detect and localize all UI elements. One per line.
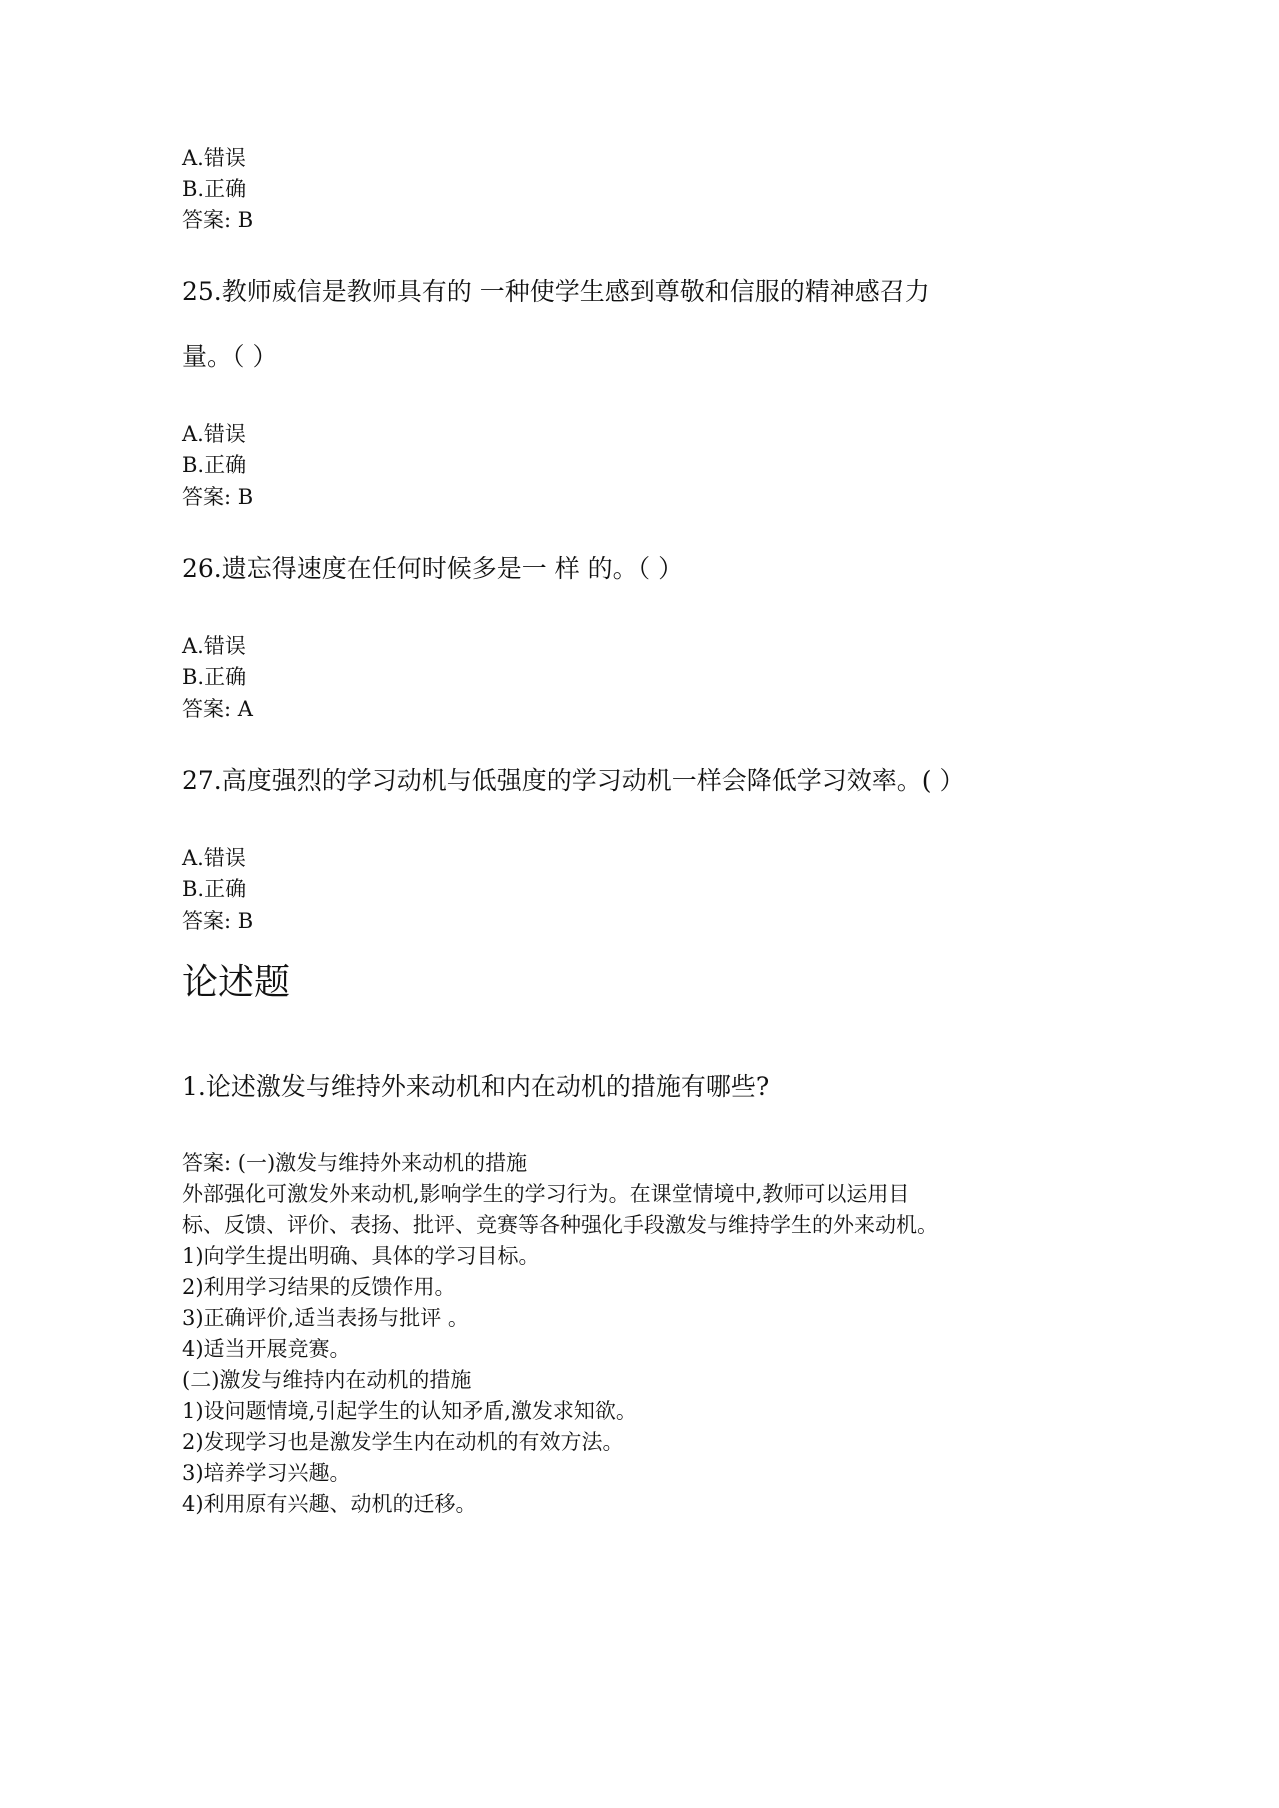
answer: 答案: B <box>182 909 254 933</box>
answer: 答案: B <box>182 208 254 232</box>
answer-line: 1)向学生提出明确、具体的学习目标。 <box>182 1244 540 1268</box>
answer-line: 1)设问题情境,引起学生的认知矛盾,激发求知欲。 <box>182 1399 637 1423</box>
answer-line: 4)适当开展竞赛。 <box>182 1337 351 1361</box>
answer-line: (二)激发与维持内在动机的措施 <box>182 1368 472 1392</box>
question-25-line-2: 量。（ ） <box>182 342 278 371</box>
answer-line: 答案: (一)激发与维持外来动机的措施 <box>182 1151 528 1175</box>
option-a: A.错误 <box>182 846 246 870</box>
option-a: A.错误 <box>182 146 246 170</box>
section-title: 论述题 <box>182 962 291 1003</box>
question-25-line-1: 25.教师威信是教师具有的 一种使学生感到尊敬和信服的精神感召力 <box>182 277 930 306</box>
answer: 答案: B <box>182 485 254 509</box>
answer-line: 外部强化可激发外来动机,影响学生的学习行为。在课堂情境中,教师可以运用目 <box>182 1182 910 1206</box>
option-a: A.错误 <box>182 634 246 658</box>
answer: 答案: A <box>182 697 253 721</box>
essay-question: 1.论述激发与维持外来动机和内在动机的措施有哪些? <box>182 1072 770 1101</box>
answer-line: 3)培养学习兴趣。 <box>182 1461 351 1485</box>
option-a: A.错误 <box>182 422 246 446</box>
question-26: 26.遗忘得速度在任何时候多是一 样 的。（ ） <box>182 554 684 583</box>
answer-line: 2)利用学习结果的反馈作用。 <box>182 1275 456 1299</box>
option-b: B.正确 <box>182 665 247 689</box>
answer-line: 2)发现学习也是激发学生内在动机的有效方法。 <box>182 1430 624 1454</box>
answer-line: 4)利用原有兴趣、动机的迁移。 <box>182 1492 477 1516</box>
option-b: B.正确 <box>182 877 247 901</box>
option-b: B.正确 <box>182 453 247 477</box>
answer-line: 3)正确评价,适当表扬与批评 。 <box>182 1306 469 1330</box>
answer-line: 标、反馈、评价、表扬、批评、竞赛等各种强化手段激发与维持学生的外来动机。 <box>182 1213 938 1237</box>
option-b: B.正确 <box>182 177 247 201</box>
question-27: 27.高度强烈的学习动机与低强度的学习动机一样会降低学习效率。( ） <box>182 766 965 795</box>
